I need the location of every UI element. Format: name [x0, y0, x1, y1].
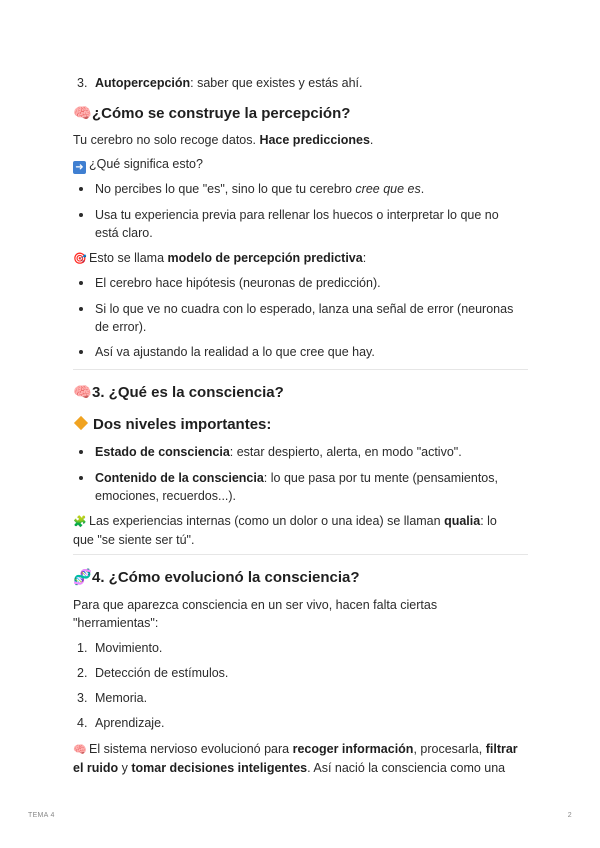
bullet-icon — [79, 450, 83, 454]
bold-text: recoger información — [292, 742, 414, 756]
item-text: : saber que existes y estás ahí. — [190, 76, 363, 90]
punct: . — [420, 182, 425, 196]
list-item — [73, 664, 528, 682]
section-heading-percepcion — [73, 104, 528, 124]
item-text: : estar despierto, alerta, en modo "activo". — [229, 445, 462, 459]
section-heading-consciencia — [73, 383, 528, 403]
list-item — [73, 274, 528, 292]
paragraph-qualia — [73, 512, 528, 549]
bold-text: Contenido de la consciencia — [95, 471, 264, 485]
section-heading-evolucion — [73, 568, 528, 588]
paragraph-text: Esto se llama — [89, 251, 168, 265]
brain-icon: 🧠 — [73, 744, 87, 756]
item-text: El cerebro hace hipótesis (neuronas de predicción). — [95, 276, 381, 290]
paragraph-text: Las experiencias internas (como un dolor o una idea) se llaman — [89, 514, 445, 528]
italic-text: cree que es — [355, 182, 421, 196]
term-bold: Autopercepción — [95, 76, 191, 90]
paragraph — [73, 131, 528, 149]
bold-text: Estado de consciencia — [95, 445, 230, 459]
list-number: 4. — [77, 716, 88, 730]
list-number: 3. — [77, 691, 88, 705]
footer-left: TEMA 4 — [28, 812, 55, 819]
paragraph-text: que "se siente ser tú". — [73, 533, 195, 547]
brain-icon: 🧠 — [73, 105, 92, 122]
puzzle-icon: 🧩 — [73, 516, 87, 528]
page-number: 2 — [567, 812, 572, 819]
bold-text: qualia — [444, 514, 481, 528]
item-text: Así va ajustando la realidad a lo que cree que hay. — [95, 345, 375, 359]
item-text: Movimiento. — [95, 641, 163, 655]
item-text: No percibes lo que "es", sino lo que tu cerebro — [95, 182, 356, 196]
paragraph-text: Tu cerebro no solo recoge datos. — [73, 133, 260, 147]
divider — [73, 369, 528, 370]
heading-text: ¿Cómo se construye la percepción? — [92, 105, 351, 122]
bold-text: tomar decisiones inteligentes — [131, 761, 308, 775]
bold-text: modelo de percepción predictiva — [167, 251, 363, 265]
bold-text: el ruido — [73, 761, 119, 775]
list-number: 3. — [77, 76, 88, 90]
target-icon: 🎯 — [73, 253, 87, 265]
paragraph-text: . Así nació la consciencia como una — [307, 761, 506, 775]
list-item — [73, 469, 528, 505]
paragraph-text: y — [118, 761, 132, 775]
right-arrow-icon: ➜ — [73, 161, 86, 174]
punct: : — [362, 251, 367, 265]
bold-text: Hace predicciones — [259, 133, 370, 147]
paragraph-text: "herramientas": — [73, 616, 159, 630]
subheading-niveles — [73, 415, 528, 435]
list-number: 2. — [77, 666, 88, 680]
bullet-icon — [79, 350, 83, 354]
item-text: Si lo que ve no cuadra con lo esperado, lanza una señal de error (neuronas — [95, 302, 514, 316]
paragraph-question — [73, 155, 528, 174]
item-text: está claro. — [95, 226, 153, 240]
dna-icon: 🧬 — [73, 569, 92, 586]
item-text: Detección de estímulos. — [95, 666, 229, 680]
paragraph-text: El sistema nervioso evolucionó para — [89, 742, 293, 756]
bullet-icon — [79, 213, 83, 217]
heading-text: 4. ¿Cómo evolucionó la consciencia? — [92, 569, 360, 586]
punct: . — [369, 133, 374, 147]
brain-icon: 🧠 — [73, 384, 92, 401]
list-item — [73, 443, 528, 461]
list-number: 1. — [77, 641, 88, 655]
paragraph-text: Para que aparezca consciencia en un ser vivo, hacen falta ciertas — [73, 598, 438, 612]
list-item — [73, 300, 528, 336]
divider — [73, 554, 528, 555]
bold-text: filtrar — [485, 742, 518, 756]
list-item — [73, 689, 528, 707]
paragraph-text: : lo — [480, 514, 497, 528]
list-item — [73, 180, 528, 198]
bullet-icon — [79, 281, 83, 285]
item-text: Aprendizaje. — [95, 716, 165, 730]
heading-text: 3. ¿Qué es la consciencia? — [92, 384, 284, 401]
item-text: Usa tu experiencia previa para rellenar los huecos o interpretar lo que no — [95, 208, 499, 222]
bullet-icon — [79, 187, 83, 191]
bullet-icon — [79, 476, 83, 480]
list-item — [73, 639, 528, 657]
paragraph-text: , procesarla, — [413, 742, 486, 756]
bullet-icon — [79, 307, 83, 311]
item-text: Memoria. — [95, 691, 148, 705]
orange-diamond-icon — [74, 416, 88, 430]
paragraph — [73, 596, 528, 632]
heading-text: Dos niveles importantes: — [93, 416, 272, 433]
paragraph-final — [73, 740, 528, 777]
item-text: emociones, recuerdos...). — [95, 489, 237, 503]
item-text: : lo que pasa por tu mente (pensamientos, — [263, 471, 498, 485]
list-item — [73, 343, 528, 361]
paragraph-model — [73, 249, 528, 268]
list-item — [73, 714, 528, 732]
question-text: ¿Qué significa esto? — [89, 157, 203, 171]
list-item — [73, 206, 528, 242]
list-item — [73, 74, 528, 92]
item-text: de error). — [95, 320, 147, 334]
